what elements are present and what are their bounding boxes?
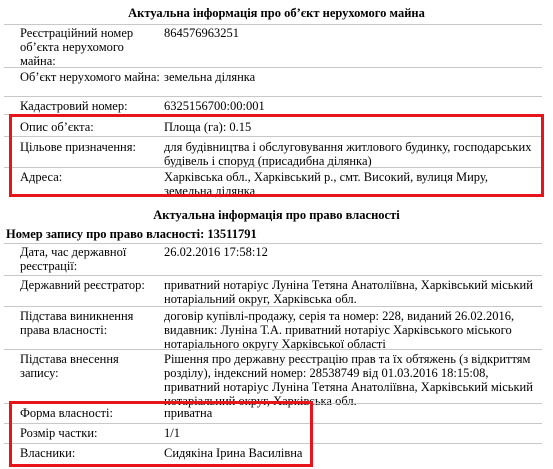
object-type-value: земельна ділянка: [164, 70, 256, 84]
object-section-title: Актуальна інформація про об’єкт нерухомого майна: [128, 6, 425, 20]
address-value: Харківська обл., Харківський р., смт. Високий, вулиця Миру, земельна ділянка: [164, 170, 489, 198]
owners-label: Власники:: [20, 446, 76, 460]
owners-value: Сидякіна Ірина Василівна: [164, 446, 303, 460]
row-separator: [4, 96, 542, 97]
record-number: Номер запису про право власності: 13511791: [6, 227, 257, 241]
share-size-value: 1/1: [164, 426, 180, 440]
ownership-form-label: Форма власності:: [20, 406, 113, 420]
entry-basis-value: Рішення про державну реєстрацію прав та їх обтяжень (з відкриттям розділу), індексний номер: 28538749 від 01.03.2016 18:15:08, приватний нотаріус Луніна Тетяна Анатоліївна, Харківський міський нотаріальний округ, Харківська обл.: [164, 352, 533, 408]
row-separator: [4, 306, 542, 307]
highlight-box-ownership: [9, 401, 313, 467]
address-label: Адреса:: [20, 170, 63, 184]
registration-number-value: 864576963251: [164, 26, 239, 40]
highlight-box-object: [9, 114, 544, 197]
purpose-label: Цільове призначення:: [20, 140, 136, 154]
ownership-basis-label: Підстава виникнення права власності:: [20, 309, 134, 337]
registration-date-label: Дата, час державної реєстрації:: [20, 245, 127, 273]
cadastral-number-value: 6325156700:00:001: [164, 99, 265, 113]
description-value: Площа (га): 0.15: [164, 120, 252, 134]
cadastral-number-label: Кадастровий номер:: [20, 99, 128, 113]
object-type-label: Об’єкт нерухомого майна:: [20, 70, 160, 84]
description-label: Опис об’єкта:: [20, 120, 94, 134]
registrar-label: Державний реєстратор:: [20, 278, 145, 292]
row-separator: [4, 67, 542, 68]
share-size-label: Розмір частки:: [20, 426, 98, 440]
ownership-form-value: приватна: [164, 406, 213, 420]
registration-date-value: 26.02.2016 17:58:12: [164, 245, 268, 259]
row-separator: [4, 349, 542, 350]
ownership-basis-value: договір купівлі-продажу, серія та номер: 228, виданий 26.02.2016, видавник: Луніна Т.А. приватний нотаріус Харківського міського нотаріального округу Харківської області: [164, 309, 515, 351]
ownership-section-title: Актуальна інформація про право власності: [153, 208, 400, 222]
registration-number-label: Реєстраційний номер об’єкта нерухомого майна:: [20, 26, 134, 68]
registrar-value: приватний нотаріус Луніна Тетяна Анатоліївна, Харківський міський нотаріальний округ, Харківська обл.: [164, 278, 533, 306]
row-separator: [4, 24, 542, 25]
row-separator: [4, 243, 542, 244]
purpose-value: для будівництва і обслуговування житлового будинку, господарських будівель і споруд (присадибна ділянка): [164, 140, 532, 168]
entry-basis-label: Підстава внесення запису:: [20, 352, 119, 380]
row-separator: [4, 275, 542, 276]
